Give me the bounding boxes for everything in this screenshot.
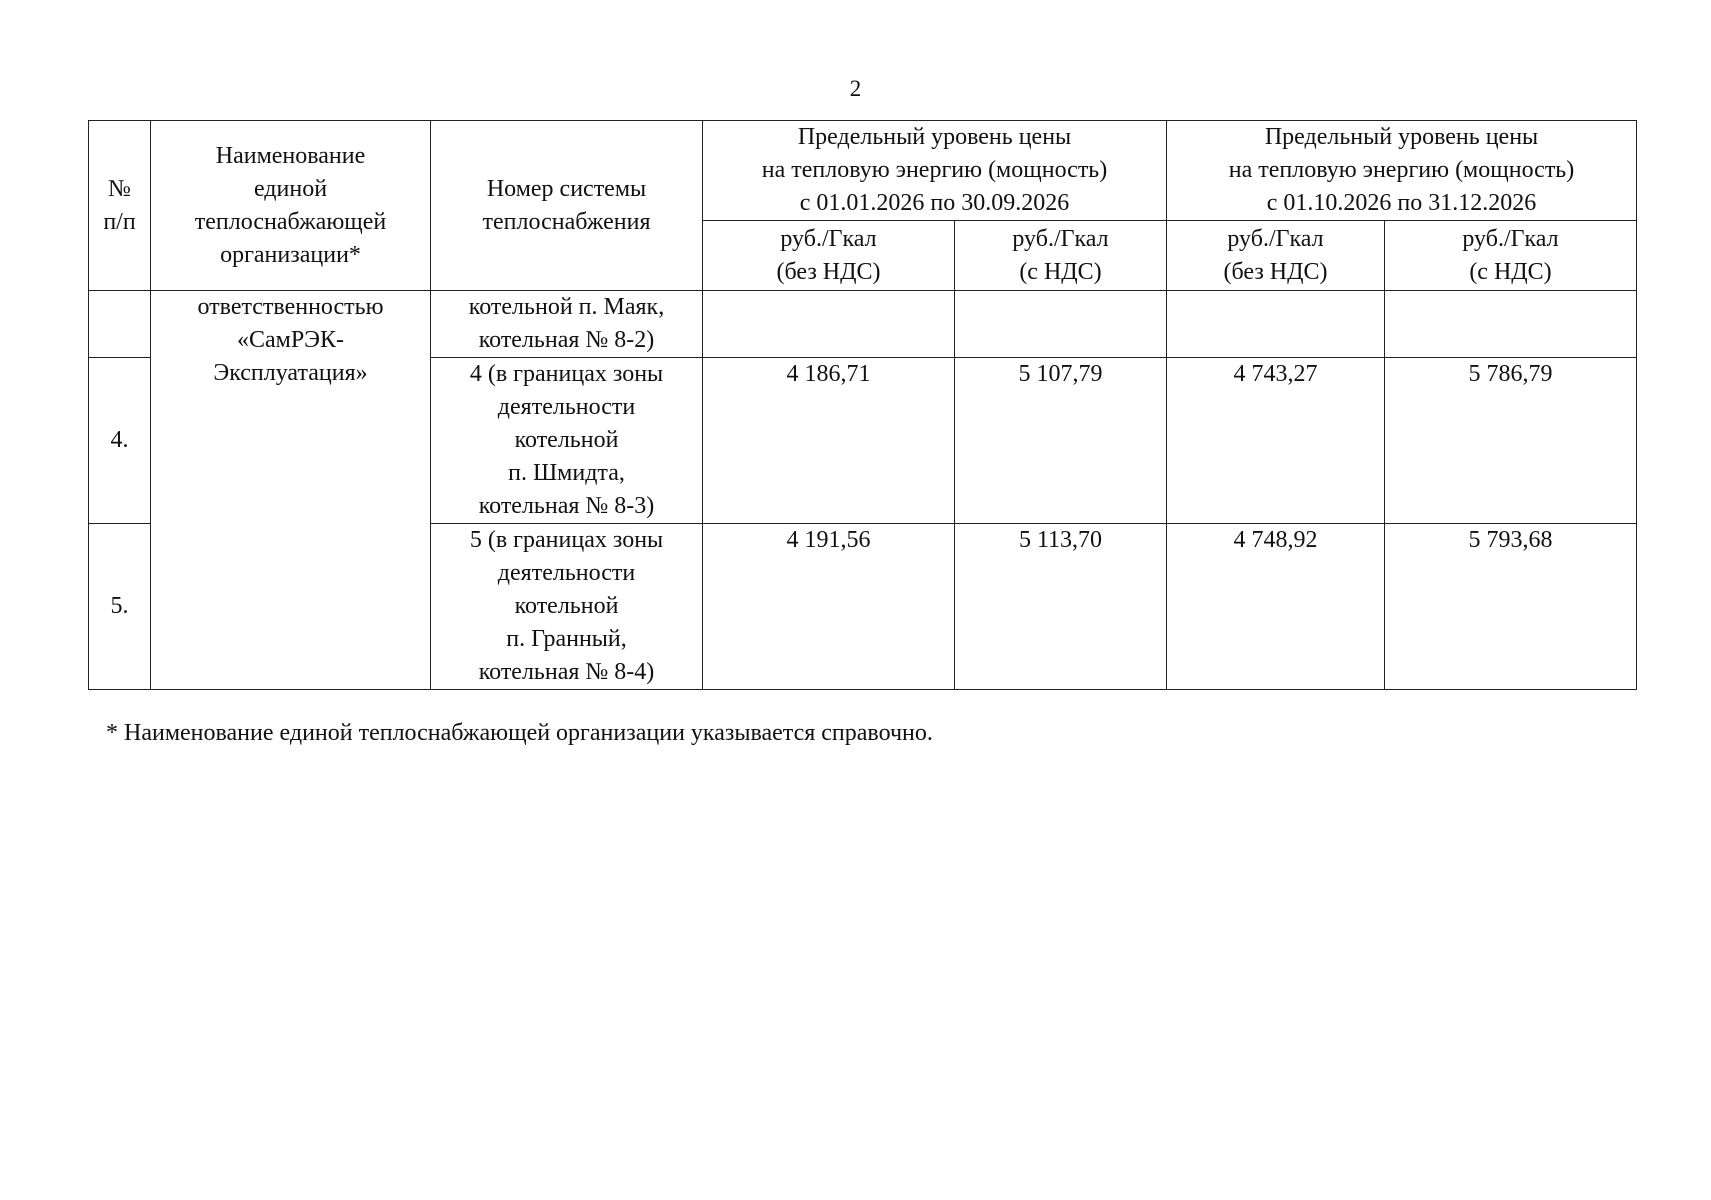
subheader-p2-with-vat: руб./Гкал (с НДС) bbox=[1385, 221, 1637, 291]
header-organization: Наименование единой теплоснабжающей организации* bbox=[151, 121, 431, 291]
header-period-2: Предельный уровень цены на тепловую энергию (мощность) с 01.10.2026 по 31.12.2026 bbox=[1167, 121, 1637, 221]
header-system: Номер системы теплоснабжения bbox=[431, 121, 703, 291]
p1-without-vat bbox=[703, 291, 955, 358]
p2-without-vat bbox=[1167, 291, 1385, 358]
p1-with-vat: 5 107,79 bbox=[955, 358, 1167, 524]
tariff-table bbox=[88, 120, 1637, 690]
organization-name: ответственностью «СамРЭК- Эксплуатация» bbox=[151, 291, 431, 690]
subheader-p1-with-vat: руб./Гкал (с НДС) bbox=[955, 221, 1167, 291]
p2-with-vat bbox=[1385, 291, 1637, 358]
p1-with-vat bbox=[955, 291, 1167, 358]
p2-with-vat: 5 786,79 bbox=[1385, 358, 1637, 524]
system-name: котельной п. Маяк, котельная № 8-2) bbox=[431, 291, 703, 358]
p1-without-vat: 4 191,56 bbox=[703, 524, 955, 690]
table-header-row bbox=[89, 121, 1637, 221]
p2-without-vat: 4 748,92 bbox=[1167, 524, 1385, 690]
p2-without-vat: 4 743,27 bbox=[1167, 358, 1385, 524]
table-row bbox=[89, 291, 1637, 358]
subheader-p1-without-vat: руб./Гкал (без НДС) bbox=[703, 221, 955, 291]
header-period-1: Предельный уровень цены на тепловую энергию (мощность) с 01.01.2026 по 30.09.2026 bbox=[703, 121, 1167, 221]
system-name: 5 (в границах зоны деятельности котельной п. Гранный, котельная № 8-4) bbox=[431, 524, 703, 690]
subheader-p2-without-vat: руб./Гкал (без НДС) bbox=[1167, 221, 1385, 291]
p1-with-vat: 5 113,70 bbox=[955, 524, 1167, 690]
row-number bbox=[89, 291, 151, 358]
p1-without-vat: 4 186,71 bbox=[703, 358, 955, 524]
system-name: 4 (в границах зоны деятельности котельной п. Шмидта, котельная № 8-3) bbox=[431, 358, 703, 524]
row-number: 4. bbox=[89, 358, 151, 524]
page-number: 2 bbox=[849, 76, 862, 101]
p2-with-vat: 5 793,68 bbox=[1385, 524, 1637, 690]
header-number: № п/п bbox=[89, 121, 151, 291]
footnote: * Наименование единой теплоснабжающей организации указывается справочно. bbox=[106, 720, 933, 746]
row-number: 5. bbox=[89, 524, 151, 690]
